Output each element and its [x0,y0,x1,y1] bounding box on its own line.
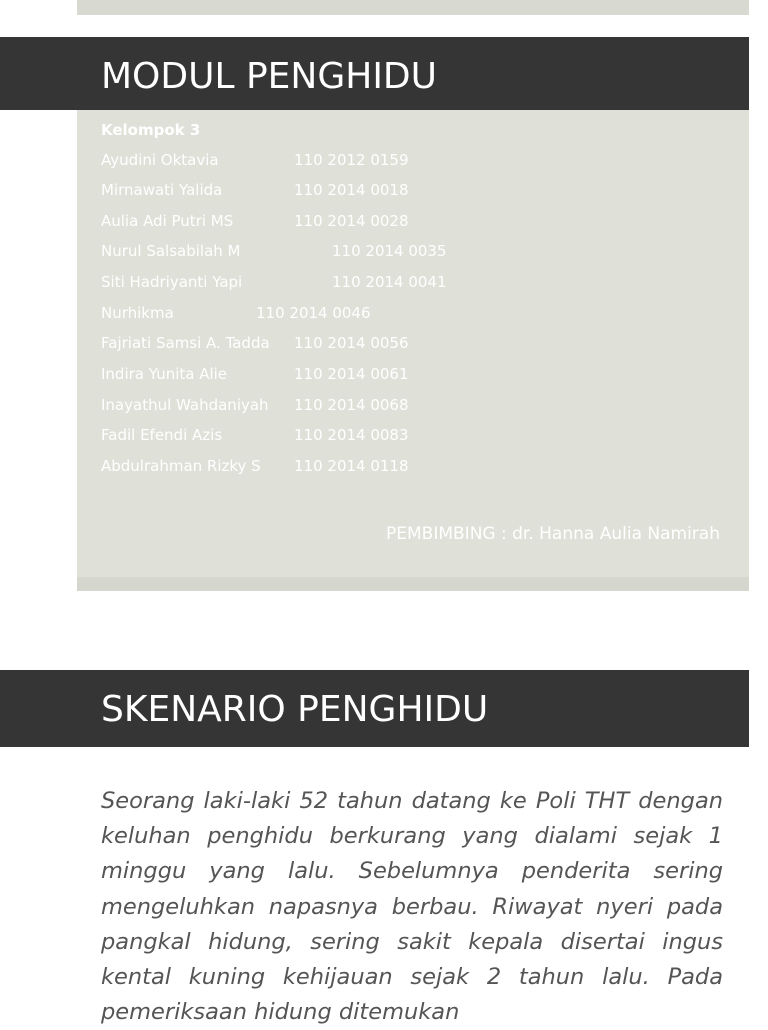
member-name: Fajriati Samsi A. Tadda [101,334,270,352]
member-id: 110 2014 0083 [294,426,409,444]
member-name: Aulia Adi Putri MS [101,212,234,230]
member-id: 110 2014 0068 [294,396,409,414]
member-name: Ayudini Oktavia [101,151,219,169]
member-name: Indira Yunita Alie [101,365,228,383]
title-slide-panel [77,37,749,577]
slide-top-edge [77,0,749,15]
member-id: 110 2012 0159 [294,151,409,169]
member-id: 110 2014 0046 [256,304,371,322]
member-id: 110 2014 0035 [332,242,447,260]
member-id: 110 2014 0056 [294,334,409,352]
scenario-title: SKENARIO PENGHIDU [101,689,489,730]
member-name: Abdulrahman Rizky S [101,457,261,475]
member-id: 110 2014 0041 [332,273,447,291]
member-name: Nurhikma [101,304,174,322]
group-label: Kelompok 3 [101,121,201,139]
member-name: Fadil Efendi Azis [101,426,223,444]
member-name: Nurul Salsabilah M [101,242,241,260]
scenario-title-band [0,670,749,747]
supervisor-line: PEMBIMBING : dr. Hanna Aulia Namirah [386,524,720,544]
module-title: MODUL PENGHIDU [101,56,438,97]
member-id: 110 2014 0118 [294,457,409,475]
member-name: Inayathul Wahdaniyah [101,396,269,414]
member-id: 110 2014 0018 [294,181,409,199]
member-id: 110 2014 0028 [294,212,409,230]
title-band [0,37,749,110]
slide-bottom-edge [77,577,749,591]
member-id: 110 2014 0061 [294,365,409,383]
scenario-text: Seorang laki-laki 52 tahun datang ke Poli THT dengan keluhan penghidu berkurang yang dialami sejak 1 minggu yang lalu. Sebelumnya penderita sering mengeluhkan napasnya berbau. Riwayat nyeri pada pangkal hidung, sering sakit kepala disertai ingus kental kuning kehijauan sejak 2 tahun lalu. Pada pemeriksaan hidung ditemukan [101,788,723,1026]
member-name: Mirnawati Yalida [101,181,223,199]
member-name: Siti Hadriyanti Yapi [101,273,243,291]
